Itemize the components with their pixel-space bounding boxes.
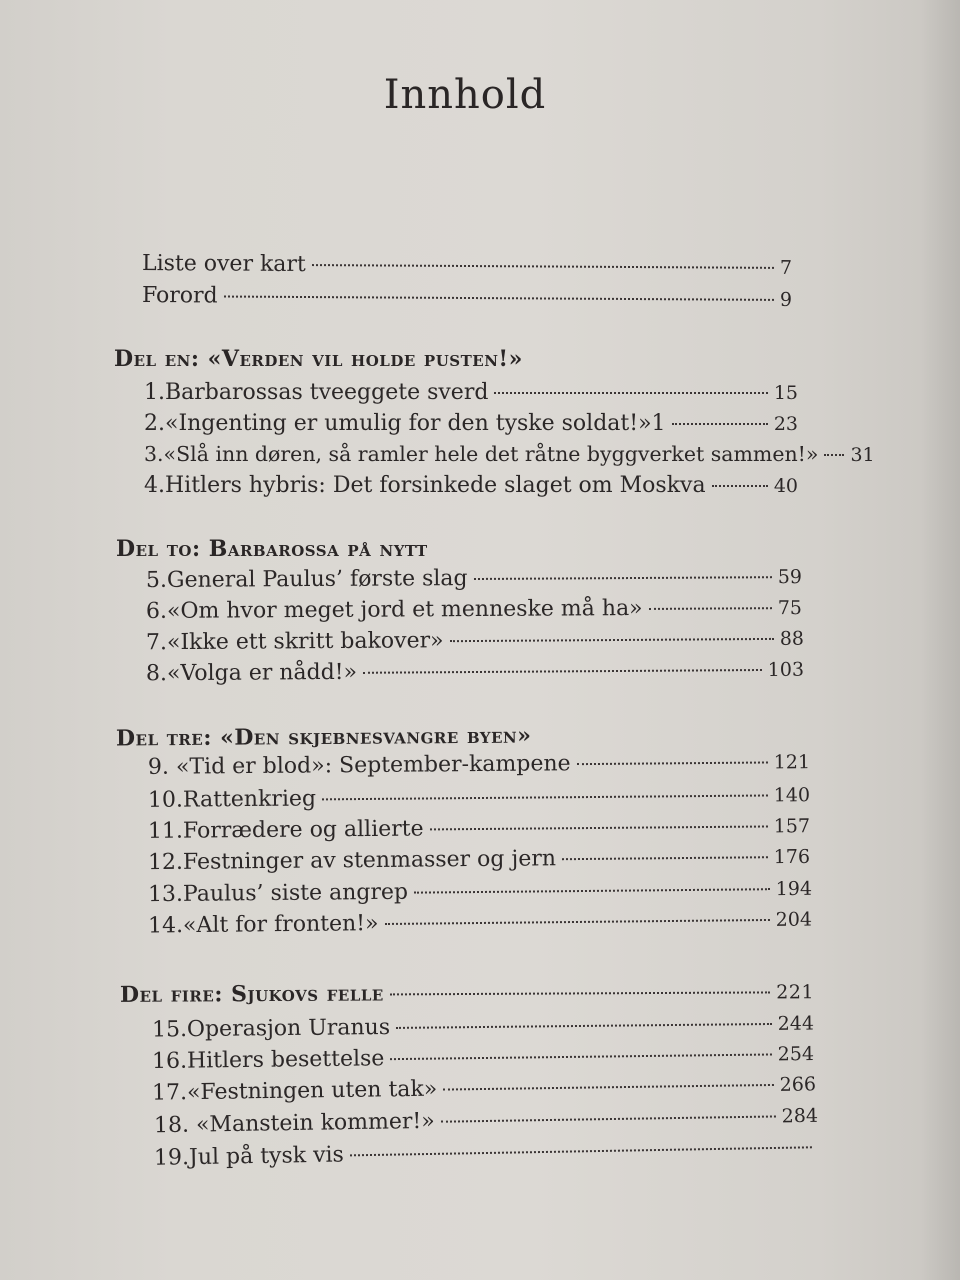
part-heading: Del en: «Verden vil holde pusten!» <box>114 346 523 372</box>
toc-entry-page: 266 <box>779 1073 817 1096</box>
dot-leader <box>441 1115 776 1122</box>
part-heading <box>120 978 814 1008</box>
toc-entry-page: 244 <box>777 1012 815 1035</box>
toc-entry <box>152 1041 814 1077</box>
toc-entry <box>148 749 810 783</box>
toc-entry-page: 7 <box>779 256 793 279</box>
dot-leader <box>672 423 768 425</box>
toc-entry-label: 9. «Tid er blod»: September-kampene <box>147 751 571 780</box>
toc-entry-label: 17.«Festningen uten tak» <box>151 1076 438 1106</box>
toc-entry-page: 75 <box>777 596 803 620</box>
toc-entry-label: 10.Rattenkrieg <box>147 786 317 813</box>
toc-entry-page: 284 <box>781 1104 819 1128</box>
toc-entry <box>148 876 812 910</box>
toc-entry-page: 103 <box>767 658 805 681</box>
toc-entry <box>142 283 792 315</box>
toc-entry-page: 176 <box>773 845 811 869</box>
toc-entry-label: 6.«Om hvor meget jord et menneske må ha» <box>145 595 643 625</box>
part-heading: Del tre: «Den skjebnesvangre byen» <box>115 722 532 752</box>
dot-leader <box>474 576 772 580</box>
toc-entry <box>144 380 798 408</box>
toc-entry-label: 18. «Manstein kommer!» <box>153 1108 435 1139</box>
toc-entry-page: 31 <box>850 444 875 466</box>
toc-entry <box>146 657 804 690</box>
toc-entry-label: 15.Operasjon Uranus <box>151 1014 391 1043</box>
toc-entry-page: 40 <box>773 475 798 497</box>
toc-entry-page: 140 <box>773 784 811 807</box>
toc-entry-page: 157 <box>773 815 811 838</box>
toc-entry-page: 15 <box>773 382 798 404</box>
toc-entry-label: Liste over kart <box>141 251 306 278</box>
toc-entry-page: 194 <box>775 877 813 901</box>
dot-leader <box>322 794 768 800</box>
toc-entry-label: 11.Forrædere og allierte <box>147 816 424 844</box>
toc-entry <box>148 782 810 816</box>
toc-entry-label: 3.«Slå inn døren, så ramler hele det råtne byggverket sammen!» <box>144 442 819 466</box>
toc-entry <box>146 564 802 596</box>
toc-entry-label: 4.Hitlers hybris: Det forsinkede slaget om Moskva <box>144 473 706 498</box>
dot-leader <box>577 761 768 765</box>
toc-entry-label: 7.«Ikke ett skritt bakover» <box>145 628 444 656</box>
toc-entry-label: 2.«Ingenting er umulig for den tyske soldat!»1 <box>144 411 666 436</box>
toc-entry <box>144 442 875 470</box>
toc-entry <box>152 1071 816 1108</box>
part-heading-page: 221 <box>776 981 815 1004</box>
toc-entry-label: Forord <box>141 283 218 309</box>
toc-entry <box>144 473 798 501</box>
toc-entry-page: 59 <box>777 565 803 589</box>
toc-entry-page: 88 <box>779 627 805 650</box>
part-heading-label: Del fire: Sjukovs felle <box>119 980 384 1008</box>
toc-entry-label: 12.Festninger av stenmasser og jern <box>147 846 557 876</box>
toc-entry <box>152 1011 814 1046</box>
dot-leader <box>350 1146 812 1156</box>
toc-entry-page: 254 <box>777 1042 815 1066</box>
dot-leader <box>562 856 768 860</box>
dot-leader <box>363 669 762 674</box>
toc-entry-page: 121 <box>773 751 811 774</box>
dot-leader <box>414 888 770 893</box>
toc-entry-label: 13.Paulus’ siste angrep <box>147 879 409 908</box>
toc-entry-page: 9 <box>779 288 793 311</box>
part-heading: Del to: Barbarossa på nytt <box>116 536 428 562</box>
dot-leader <box>824 454 844 456</box>
toc-entry-label: 16.Hitlers besettelse <box>151 1046 385 1075</box>
toc-entry-label: 1.Barbarossas tveeggete sverd <box>144 380 489 405</box>
toc-entry <box>142 251 792 283</box>
toc-entry <box>148 813 810 847</box>
dot-leader <box>224 296 774 301</box>
dot-leader <box>390 991 770 995</box>
toc-entry-page: 204 <box>775 908 813 931</box>
page-title: Innhold <box>383 72 547 118</box>
dot-leader <box>390 1053 771 1060</box>
page-edge-shadow <box>920 0 960 1280</box>
dot-leader <box>443 1084 773 1091</box>
dot-leader <box>450 638 774 642</box>
toc-entry <box>146 626 804 659</box>
toc-entry <box>148 844 810 878</box>
dot-leader <box>384 919 769 925</box>
toc-entry-label: 5.General Paulus’ første slag <box>145 566 468 594</box>
toc-entry <box>148 907 812 942</box>
dot-leader <box>712 485 768 487</box>
dot-leader <box>649 607 772 610</box>
dot-leader <box>396 1023 772 1029</box>
toc-entry-page: 23 <box>773 413 798 435</box>
toc-entry <box>146 595 802 627</box>
dot-leader <box>312 264 774 269</box>
toc-entry-label: 14.«Alt for fronten!» <box>147 911 379 939</box>
toc-entry <box>154 1134 818 1174</box>
dot-leader <box>430 825 768 830</box>
toc-entry-label: 8.«Volga er nådd!» <box>145 659 358 687</box>
toc-entry-label: 19.Jul på tysk vis <box>153 1142 345 1171</box>
toc-entry <box>144 411 798 439</box>
dot-leader <box>494 392 767 394</box>
